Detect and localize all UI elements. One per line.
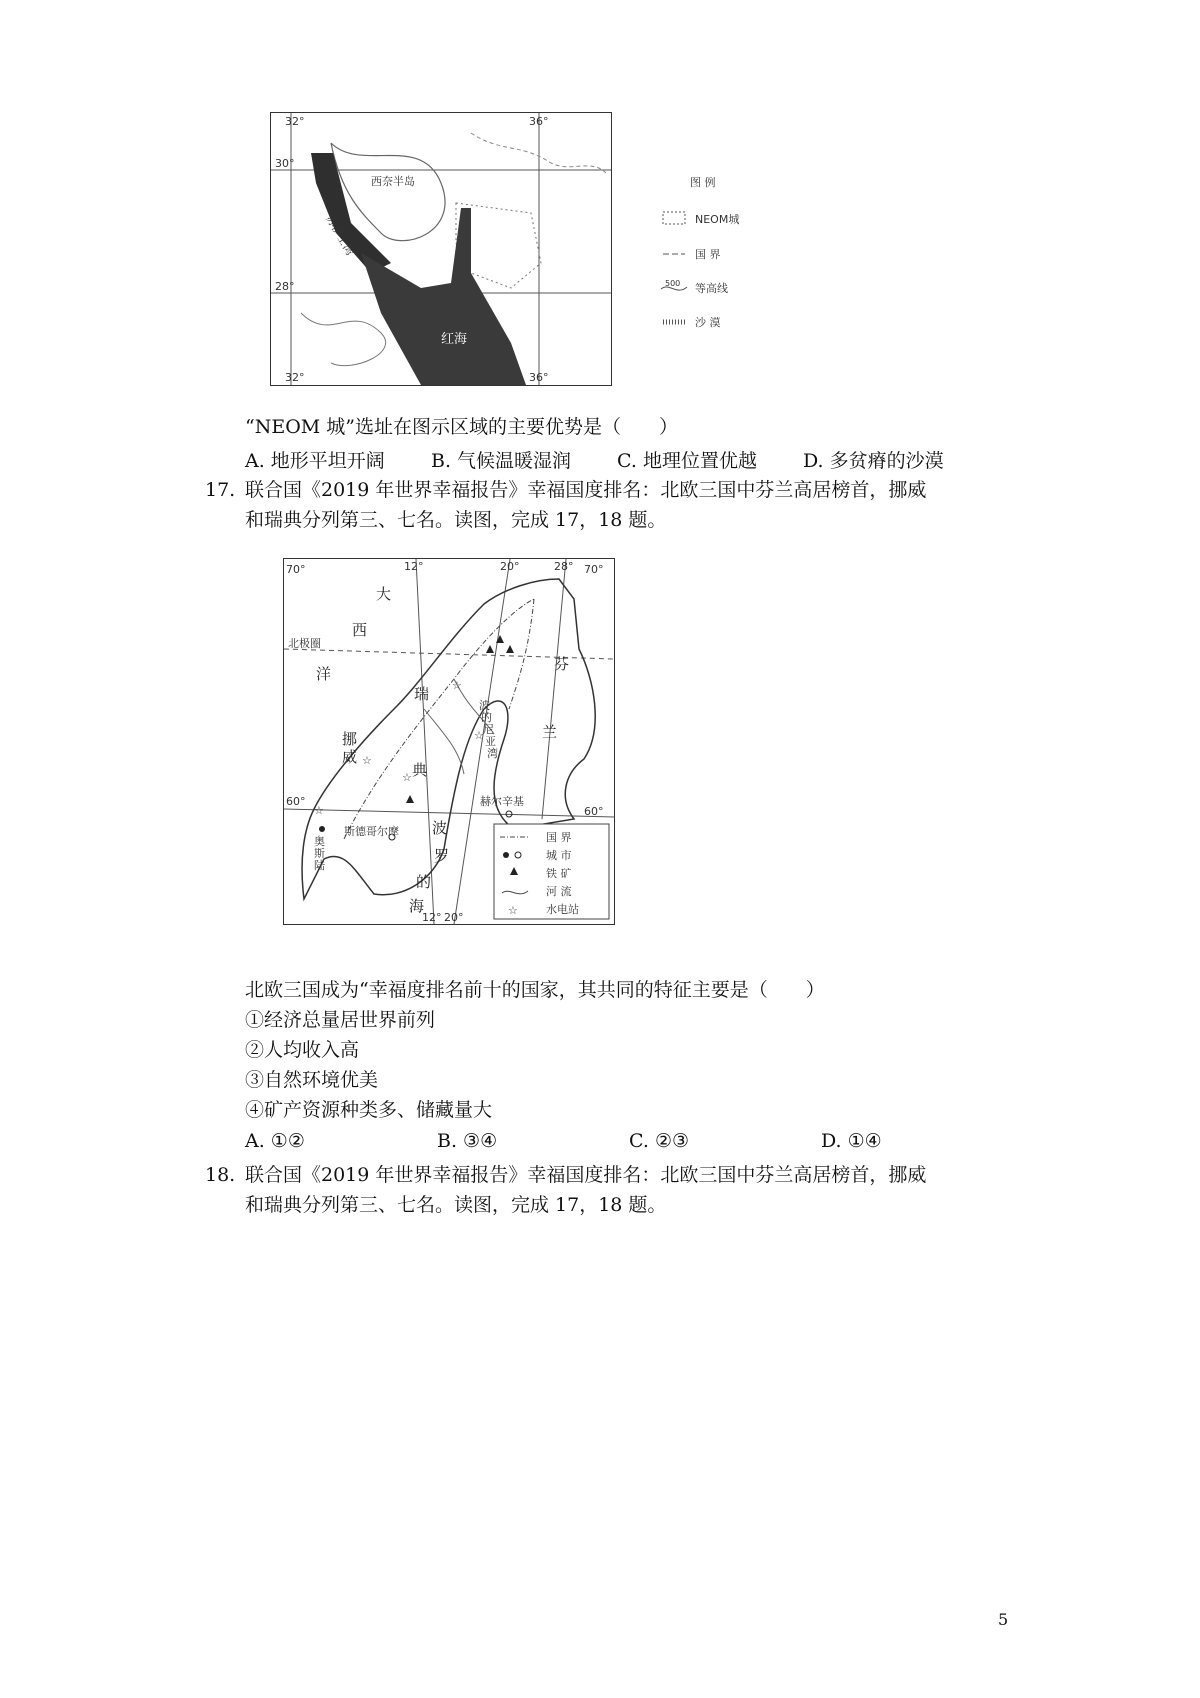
q17-statement-4: ④矿产资源种类多、储藏量大 bbox=[245, 1099, 493, 1121]
norway-label-1: 挪 bbox=[342, 730, 358, 748]
q17-intro-line1: 联合国《2019 年世界幸福报告》幸福国度排名：北欧三国中芬兰高居榜首，挪威 bbox=[245, 479, 927, 501]
q17-option-a[interactable]: A. ①② bbox=[245, 1130, 305, 1152]
legend-neom-symbol bbox=[663, 212, 685, 224]
meridian-28 bbox=[542, 559, 566, 819]
legend-title: 图 例 bbox=[690, 176, 716, 189]
bothnia-label-1: 波 bbox=[479, 699, 490, 712]
q18-intro-line2: 和瑞典分列第三、七名。读图，完成 17，18 题。 bbox=[245, 1194, 667, 1216]
atlantic-label-1: 大 bbox=[376, 585, 392, 603]
hydro-station-icon: ☆ bbox=[314, 804, 324, 817]
finland-label-2: 兰 bbox=[542, 723, 558, 741]
q16-option-d[interactable]: D. 多贫瘠的沙漠 bbox=[803, 450, 944, 472]
oslo-label-3: 陆 bbox=[314, 859, 325, 872]
q16-option-a[interactable]: A. 地形平坦开阔 bbox=[245, 450, 385, 472]
lon-label-20: 20° bbox=[500, 560, 520, 573]
lat-label-30: 30° bbox=[275, 157, 295, 170]
q16-option-b[interactable]: B. 气候温暖湿润 bbox=[431, 450, 572, 472]
baltic-label-3: 的 bbox=[416, 873, 432, 891]
bothnia-label-2: 的 bbox=[481, 711, 492, 724]
neom-map-svg bbox=[271, 113, 611, 385]
lat-label-70: 70° bbox=[286, 563, 306, 576]
nordic-map bbox=[283, 558, 615, 925]
baltic-label-2: 罗 bbox=[434, 847, 450, 865]
page-number: 5 bbox=[998, 1610, 1009, 1629]
baltic-label-1: 波 bbox=[432, 819, 448, 837]
red-sea bbox=[361, 208, 526, 385]
finland-label-1: 芬 bbox=[554, 655, 570, 673]
nordic-map-svg bbox=[284, 559, 614, 924]
hydro-station-icon: ☆ bbox=[402, 771, 412, 784]
legend-capital-symbol bbox=[503, 852, 509, 858]
legend-svg bbox=[655, 172, 765, 362]
lon-label-20-bottom: 20° bbox=[444, 911, 464, 924]
hydro-station-icon: ☆ bbox=[362, 754, 372, 767]
hydro-station-icon: ☆ bbox=[452, 679, 462, 692]
legend-hydro: 水电站 bbox=[546, 903, 579, 916]
oslo-label-1: 奥 bbox=[314, 835, 325, 848]
lat-label-60-right: 60° bbox=[584, 805, 604, 818]
neom-map-legend bbox=[655, 172, 765, 362]
atlantic-label-3: 洋 bbox=[316, 665, 332, 683]
q17-intro-line2: 和瑞典分列第三、七名。读图，完成 17，18 题。 bbox=[245, 509, 667, 531]
lon-label-12-bottom: 12° bbox=[422, 911, 442, 924]
gulf-of-suez bbox=[311, 153, 391, 273]
bothnia-label-3: 尼 bbox=[483, 723, 494, 736]
sinai-label: 西奈半岛 bbox=[371, 175, 415, 188]
lon-label-36-bottom: 36° bbox=[529, 371, 549, 384]
q17-statement-2: ②人均收入高 bbox=[245, 1039, 360, 1061]
legend-contour-value: 500 bbox=[665, 279, 681, 288]
q17-option-b[interactable]: B. ③④ bbox=[437, 1130, 498, 1152]
legend-border: 国 界 bbox=[695, 248, 721, 261]
neom-region-map bbox=[270, 112, 612, 386]
oslo-label-2: 斯 bbox=[314, 847, 325, 860]
iron-ore-icon bbox=[496, 635, 504, 643]
q17-stem: 北欧三国成为“幸福度排名前十的国家，其共同的特征主要是（ ） bbox=[245, 979, 825, 1001]
legend-iron: 铁 矿 bbox=[546, 867, 572, 880]
q17-statement-1: ①经济总量居世界前列 bbox=[245, 1009, 436, 1031]
lon-label-12: 12° bbox=[404, 560, 424, 573]
helsinki-label: 赫尔辛基 bbox=[480, 795, 524, 808]
arctic-circle-label: 北极圈 bbox=[288, 637, 321, 650]
suez-label: 苏伊士湾 bbox=[323, 213, 357, 258]
bothnia-label-5: 湾 bbox=[487, 747, 498, 760]
q18-number: 18. bbox=[205, 1164, 236, 1186]
sweden-label-1: 瑞 bbox=[414, 685, 430, 703]
lon-label-32: 32° bbox=[285, 115, 305, 128]
red-sea-label: 红海 bbox=[441, 332, 468, 347]
hydro-station-icon: ☆ bbox=[474, 729, 484, 742]
legend-hydro-symbol: ☆ bbox=[508, 904, 518, 917]
contour-line bbox=[301, 313, 386, 366]
legend-city: 城 市 bbox=[546, 849, 572, 862]
legend-neom: NEOM城 bbox=[695, 213, 740, 226]
atlantic-label-2: 西 bbox=[352, 621, 368, 639]
q17-option-d[interactable]: D. ①④ bbox=[821, 1130, 882, 1152]
lat-label-60: 60° bbox=[286, 795, 306, 808]
iron-ore-icon bbox=[506, 645, 514, 653]
legend-river: 河 流 bbox=[546, 885, 572, 898]
legend-border: 国 界 bbox=[546, 831, 572, 844]
legend-desert: 沙 漠 bbox=[695, 316, 721, 329]
sweden-finland-border bbox=[509, 599, 534, 709]
stockholm-label: 斯德哥尔摩 bbox=[344, 825, 399, 838]
q18-intro-line1: 联合国《2019 年世界幸福报告》幸福国度排名：北欧三国中芬兰高居榜首，挪威 bbox=[245, 1164, 927, 1186]
q17-number: 17. bbox=[205, 479, 236, 501]
lat-label-70-right: 70° bbox=[584, 563, 604, 576]
lat-label-28: 28° bbox=[275, 280, 295, 293]
sweden-label-2: 典 bbox=[412, 761, 428, 779]
q16-stem: “NEOM 城”选址在图示区域的主要优势是（ ） bbox=[245, 416, 678, 438]
lon-label-32-bottom: 32° bbox=[285, 371, 305, 384]
baltic-label-4: 海 bbox=[409, 897, 425, 915]
q17-option-c[interactable]: C. ②③ bbox=[629, 1130, 690, 1152]
meridian-12 bbox=[416, 559, 434, 924]
iron-ore-icon bbox=[406, 795, 414, 803]
q16-option-c[interactable]: C. 地理位置优越 bbox=[617, 450, 757, 472]
oslo-city-icon bbox=[319, 826, 325, 832]
bothnia-label-4: 亚 bbox=[485, 735, 496, 748]
q17-statement-3: ③自然环境优美 bbox=[245, 1069, 379, 1091]
parallel-60 bbox=[284, 809, 614, 817]
iron-ore-icon bbox=[486, 645, 494, 653]
norway-label-2: 威 bbox=[342, 748, 358, 766]
lon-label-28: 28° bbox=[554, 560, 574, 573]
lon-label-36: 36° bbox=[529, 115, 549, 128]
river bbox=[424, 709, 464, 774]
legend-contour: 等高线 bbox=[695, 282, 728, 295]
